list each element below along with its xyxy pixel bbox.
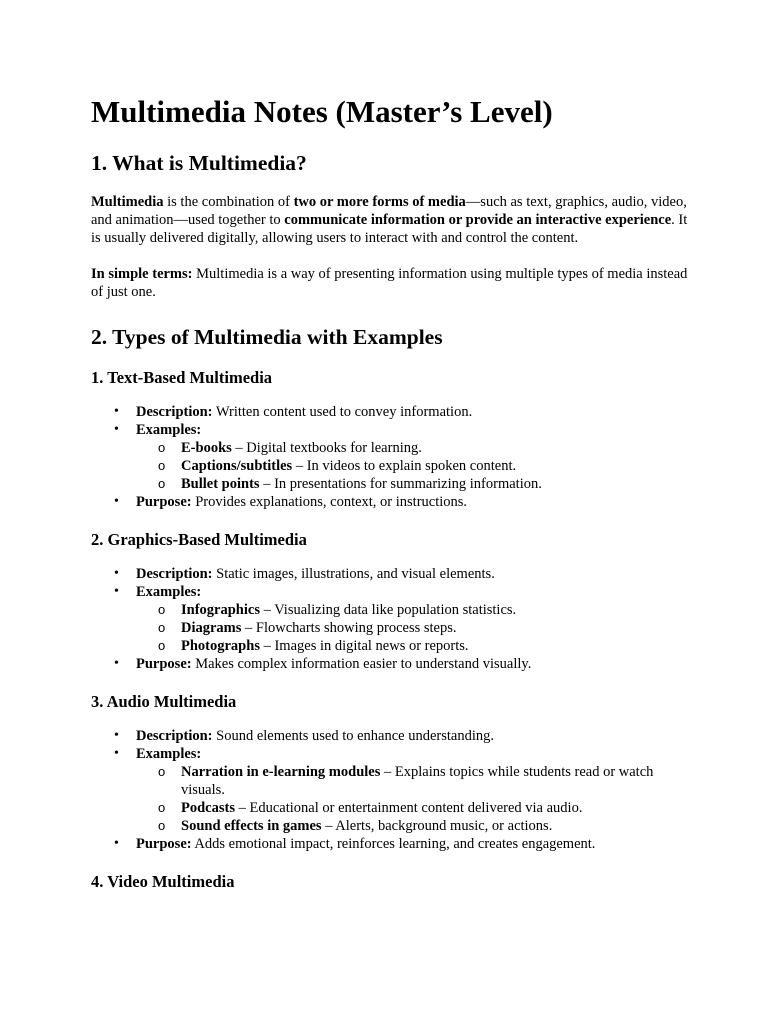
circle-bullet-icon: o: [158, 620, 166, 635]
type-heading-audio: 3. Audio Multimedia: [91, 692, 237, 711]
list-item: • Description: Static images, illustrations, and visual elements.: [114, 566, 495, 582]
list-item: o Narration in e-learning modules – Explains topics while students read or watch visuals.: [158, 764, 654, 798]
bullet-icon: •: [114, 584, 119, 599]
list-item: o Infographics – Visualizing data like population statistics.: [158, 602, 517, 618]
list-item: o Podcasts – Educational or entertainment content delivered via audio.: [158, 800, 583, 816]
circle-bullet-icon: o: [158, 818, 166, 833]
examples-list: [136, 763, 688, 835]
type-list-graphics: [91, 565, 688, 673]
bullet-icon: •: [114, 566, 119, 581]
document-title: Multimedia Notes (Master’s Level): [91, 94, 553, 129]
list-item: • Purpose: Adds emotional impact, reinforces learning, and creates engagement.: [114, 836, 596, 852]
type-heading-graphics: 2. Graphics-Based Multimedia: [91, 530, 307, 549]
bullet-icon: •: [114, 728, 119, 743]
circle-bullet-icon: o: [158, 440, 166, 455]
list-item: • Examples: o Infographics – Visualizing data like population statistics. o Diagrams – Flowcharts showing process steps. o Photographs – Images in digital news or reports.: [91, 583, 688, 655]
circle-bullet-icon: o: [158, 638, 166, 653]
bullet-icon: •: [114, 746, 119, 761]
list-item: • Examples: o E-books – Digital textbooks for learning. o Captions/subtitles – In videos to explain spoken content. o Bullet points – In presentations for summarizing information.: [91, 421, 688, 493]
bullet-icon: •: [114, 836, 119, 851]
section-heading-what-is-multimedia: 1. What is Multimedia?: [91, 151, 307, 175]
list-item: • Examples: o Narration in e-learning modules – Explains topics while students read or watch visuals. o Podcasts – Educational or entertainment content delivered via audio. o Sound effects in games – Alerts, background music, or actions.: [91, 745, 688, 835]
list-item: o Sound effects in games – Alerts, background music, or actions.: [158, 818, 553, 834]
definition-paragraph: Multimedia is the combination of two or more forms of media—such as text, graphics, audio, video, and animation—used together to communicate information or provide an interactive experience. It is usually delivered digitally, allowing users to interact with and control the content.: [91, 194, 688, 246]
type-list-text: [91, 403, 688, 511]
term-multimedia: Multimedia: [91, 194, 164, 210]
list-item: • Purpose: Makes complex information easier to understand visually.: [114, 656, 532, 672]
bullet-icon: •: [114, 422, 119, 437]
circle-bullet-icon: o: [158, 458, 166, 473]
list-item: • Description: Sound elements used to enhance understanding.: [114, 728, 494, 744]
type-list-audio: [91, 727, 688, 853]
list-item: o Bullet points – In presentations for summarizing information.: [158, 476, 542, 492]
bullet-icon: •: [114, 494, 119, 509]
bullet-icon: •: [114, 656, 119, 671]
section-heading-types: 2. Types of Multimedia with Examples: [91, 325, 443, 349]
circle-bullet-icon: o: [158, 602, 166, 617]
examples-list: [136, 601, 688, 655]
list-item: o Diagrams – Flowcharts showing process steps.: [158, 620, 457, 636]
list-item: o E-books – Digital textbooks for learning.: [158, 440, 422, 456]
list-item: o Captions/subtitles – In videos to explain spoken content.: [158, 458, 517, 474]
circle-bullet-icon: o: [158, 800, 166, 815]
circle-bullet-icon: o: [158, 764, 166, 779]
list-item: • Description: Written content used to convey information.: [114, 404, 473, 420]
list-item: • Purpose: Provides explanations, context, or instructions.: [114, 494, 468, 510]
simple-terms-paragraph: In simple terms: Multimedia is a way of presenting information using multiple types of media instead of just one.: [91, 266, 688, 300]
type-heading-text: 1. Text-Based Multimedia: [91, 368, 273, 387]
examples-list: [136, 439, 688, 493]
bullet-icon: •: [114, 404, 119, 419]
type-heading-video: 4. Video Multimedia: [91, 872, 235, 891]
list-item: o Photographs – Images in digital news or reports.: [158, 638, 469, 654]
circle-bullet-icon: o: [158, 476, 166, 491]
